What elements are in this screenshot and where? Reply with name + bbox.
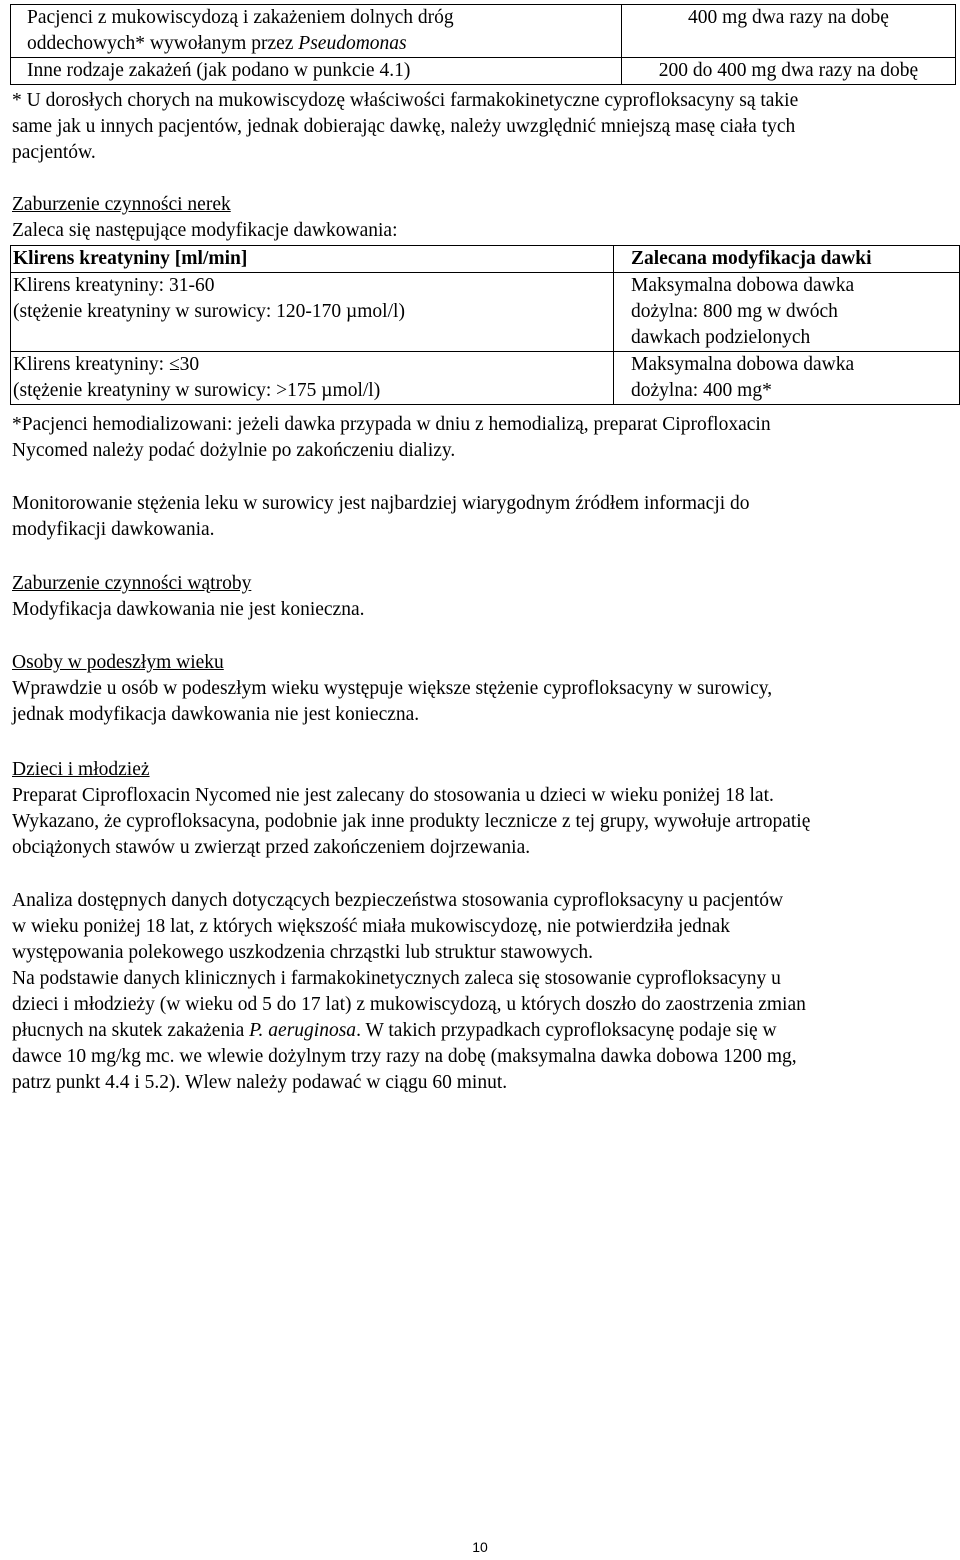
- section-intro: Zaleca się następujące modyfikacje dawkowania:: [12, 220, 398, 241]
- italic-term: P. aeruginosa: [249, 1020, 357, 1041]
- table-cell-condition: Inne rodzaje zakażeń (jak podano w punkcie 4.1): [11, 58, 622, 85]
- table-cell-modification: [614, 273, 960, 352]
- table-row: [11, 58, 956, 85]
- text-line: Wprawdzie u osób w podeszłym wieku występuje większe stężenie cyprofloksacyny w surowicy,: [12, 678, 773, 699]
- text-line: (stężenie kreatyniny w surowicy: 120-170 µmol/l): [13, 301, 405, 322]
- hepatic-section: [12, 571, 958, 623]
- table-row: [11, 273, 960, 352]
- text-line: Monitorowanie stężenia leku w surowicy jest najbardziej wiarygodnym źródłem informacji do: [12, 493, 750, 514]
- table-cell-modification: [614, 352, 960, 405]
- table-row: [11, 5, 956, 58]
- table-header-row: [11, 246, 960, 273]
- elderly-section: [12, 650, 958, 728]
- text-line: dawce 10 mg/kg mc. we wlewie dożylnym trzy razy na dobę (maksymalna dawka dobowa 1200 mg,: [12, 1046, 797, 1067]
- text-line: dawkach podzielonych: [631, 327, 811, 348]
- text-line: Analiza dostępnych danych dotyczących bezpieczeństwa stosowania cyprofloksacyny u pacjentów: [12, 890, 784, 911]
- text-line: dożylna: 800 mg w dwóch: [631, 301, 838, 322]
- monitoring-paragraph: [12, 491, 958, 543]
- text-line: [27, 31, 621, 57]
- analysis-paragraph: [12, 888, 958, 1096]
- mucoviscidosis-footnote: [12, 88, 958, 166]
- renal-section: [12, 192, 958, 244]
- table-cell-clearance: [11, 273, 614, 352]
- table-header-modification: Zalecana modyfikacja dawki: [614, 246, 960, 273]
- table-header-clearance: Klirens kreatyniny [ml/min]: [11, 246, 614, 273]
- text-line: Klirens kreatyniny: ≤30: [13, 354, 200, 375]
- text-line: Preparat Ciprofloxacin Nycomed nie jest zalecany do stosowania u dzieci w wieku poniżej 18 lat.: [12, 785, 774, 806]
- text-line: Maksymalna dobowa dawka: [631, 354, 855, 375]
- table-row: [11, 352, 960, 405]
- text-line: modyfikacji dawkowania.: [12, 519, 215, 540]
- text-line: Wykazano, że cyprofloksacyna, podobnie jak inne produkty lecznicze z tej grupy, wywołuje artropatię: [12, 811, 811, 832]
- table-cell-condition: [11, 5, 622, 58]
- section-heading: Zaburzenie czynności wątroby: [12, 573, 252, 594]
- text-line: jednak modyfikacja dawkowania nie jest konieczna.: [12, 704, 420, 725]
- text-line: * U dorosłych chorych na mukowiscydozę właściwości farmakokinetyczne cyprofloksacyny są takie: [12, 90, 799, 111]
- table-cell-dose: 400 mg dwa razy na dobę: [622, 5, 956, 58]
- renal-dosing-table: [10, 245, 960, 405]
- text-line: dożylna: 400 mg*: [631, 380, 772, 401]
- table-cell-clearance: [11, 352, 614, 405]
- table-cell-dose: 200 do 400 mg dwa razy na dobę: [622, 58, 956, 85]
- text-span: płucnych na skutek zakażenia: [12, 1020, 250, 1041]
- text-span: . W takich przypadkach cyprofloksacynę podaje się w: [356, 1020, 777, 1041]
- text-line: *Pacjenci hemodializowani: jeżeli dawka przypada w dniu z hemodializą, preparat Ciprofloxacin: [12, 414, 771, 435]
- text-line: obciążonych stawów u zwierząt przed zakończeniem dojrzewania.: [12, 837, 531, 858]
- dosage-table: [10, 4, 956, 85]
- section-text: Modyfikacja dawkowania nie jest konieczna.: [12, 599, 365, 620]
- text-line: Na podstawie danych klinicznych i farmakokinetycznych zaleca się stosowanie cyprofloksacyny u: [12, 968, 781, 989]
- text-line: [12, 1018, 958, 1044]
- children-section: [12, 757, 958, 861]
- text-line: Nycomed należy podać dożylnie po zakończeniu dializy.: [12, 440, 456, 461]
- text-line: występowania polekowego uszkodzenia chrząstki lub struktur stawowych.: [12, 942, 594, 963]
- text-line: patrz punkt 4.4 i 5.2). Wlew należy podawać w ciągu 60 minut.: [12, 1072, 508, 1093]
- text-line: dzieci i młodzieży (w wieku od 5 do 17 lat) z mukowiscydozą, u których doszło do zaostrzenia zmian: [12, 994, 806, 1015]
- text-line: w wieku poniżej 18 lat, z których większość miała mukowiscydozę, nie potwierdziła jednak: [12, 916, 731, 937]
- italic-term: Pseudomonas: [298, 33, 407, 54]
- section-heading: Osoby w podeszłym wieku: [12, 652, 224, 673]
- section-heading: Zaburzenie czynności nerek: [12, 194, 231, 215]
- text-line: Pacjenci z mukowiscydozą i zakażeniem dolnych dróg: [27, 7, 454, 28]
- hemodialysis-footnote: [12, 412, 958, 464]
- text-line: Maksymalna dobowa dawka: [631, 275, 855, 296]
- text-line: Klirens kreatyniny: 31-60: [13, 275, 215, 296]
- page-number: 10: [472, 1539, 488, 1555]
- text-line: pacjentów.: [12, 142, 96, 163]
- section-heading: Dzieci i młodzież: [12, 759, 150, 780]
- text-line: same jak u innych pacjentów, jednak dobierając dawkę, należy uwzględnić mniejszą masę ciała tych: [12, 116, 796, 137]
- text-line: (stężenie kreatyniny w surowicy: >175 µmol/l): [13, 380, 381, 401]
- text-span: oddechowych* wywołanym przez: [27, 33, 299, 54]
